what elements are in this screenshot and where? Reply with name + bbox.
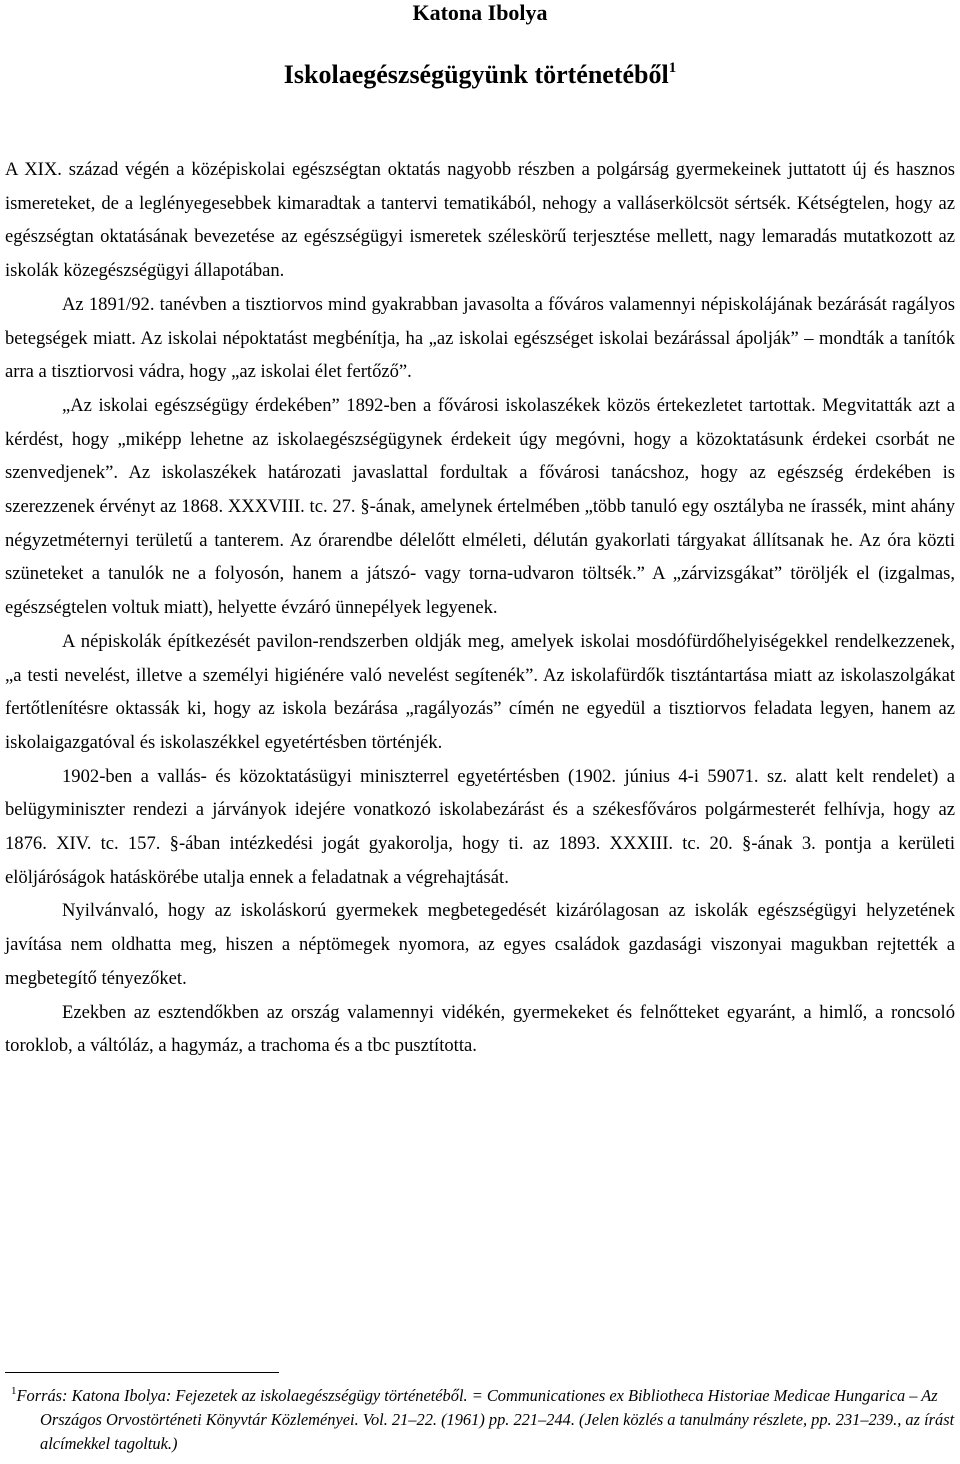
paragraph: Nyilvánvaló, hogy az iskoláskorú gyermekek megbetegedését kizárólagosan az iskolák egészségügyi helyzetének javítása nem oldhatta meg, hiszen a néptömegek nyomora, az egyes családok gazdasági viszonyai magukban rejtették a megbetegítő tényezőket.	[5, 900, 955, 989]
footnote	[5, 1384, 955, 1456]
paragraph: „Az iskolai egészségügy érdekében” 1892-ben a fővárosi iskolaszékek közös értekezletet tartottak. Megvitatták azt a kérdést, hogy „miképp lehetne az iskolaegészségügynek érdekeit úgy megóvni, hogy a közoktatásunk érdekei csorbát ne szenvedjenek”. Az iskolaszékek határozati javaslattal fordultak a fővárosi tanácshoz, hogy az egészség érdekében is szerezzenek érvényt az 1868. XXXVIII. tc. 27. §-ának, amelynek értelmében „több tanuló egy osztályba ne írassék, mint ahány négyzetméternyi területű a tanterem. Az órarendbe délelőtt elméleti, délután gyakorlati tárgyakat állítsanak he. Az óra közti szüneteket a tanulók ne a folyosón, hanem a játszó- vagy torna-udvaron töltsék.” A „zárvizsgákat” töröljék el (izgalmas, egészségtelen voltuk miatt), helyette évzáró ünnepélyek legyenek.	[5, 394, 955, 619]
footnote-number: 1	[11, 1385, 17, 1397]
paragraph: A XIX. század végén a középiskolai egészségtan oktatás nagyobb részben a polgárság gyermekeinek juttatott új és hasznos ismereteket, de a leglényegesebbek kimaradtak a tantervi tematikából, nehogy a valláserkölcsöt sértsék. Kétségtelen, hogy az egészségtan oktatásának bevezetése az egészségügyi ismeretek széleskörű terjesztése mellett, nagy lemaradás mutatkozott az iskolák közegészségügyi állapotában.	[5, 159, 955, 282]
author-name: Katona Ibolya	[412, 0, 548, 25]
paragraph: Ezekben az esztendőkben az ország valamennyi vidékén, gyermekeket és felnőtteket egyaránt, a himlő, a roncsoló toroklob, a váltóláz, a hagymáz, a trachoma és a tbc pusztította.	[5, 1001, 955, 1057]
paragraph: Az 1891/92. tanévben a tisztiorvos mind gyakrabban javasolta a főváros valamennyi népiskolájának bezárását ragályos betegségek miatt. Az iskolai népoktatást megbénítja, ha „az iskolai egészséget iskolai bezárással ápolják” – mondták a tanítók arra a tisztiorvosi vádra, hogy „az iskolai élet fertőző”.	[5, 293, 955, 383]
footnote-text: Forrás: Katona Ibolya: Fejezetek az iskolaegészségügy történetéből. = Communicationes ex Bibliotheca Historiae Medicae Hungarica – Az Országos Orvostörténeti Könyvtár Közleményei. Vol. 21–22. (1961) pp. 221–244. (Jelen közlés a tanulmány részlete, pp. 231–239., az írást alcímekkel tagoltuk.)	[16, 1386, 955, 1453]
title-text: Iskolaegészségügyünk történetéből	[283, 60, 669, 89]
document-title	[5, 59, 955, 91]
document-page	[5, 0, 955, 1063]
paragraph: 1902-ben a vallás- és közoktatásügyi miniszterrel egyetértésben (1902. június 4-i 59071. sz. alatt kelt rendelet) a belügyminiszter rendezi a járványok idejére vonatkozó iskolabezárást és a székesfőváros polgármesterét felhívja, hogy az 1876. XIV. tc. 157. §-ában intézkedési jogát gyakorolja, hogy ti. az 1893. XXXIII. tc. 20. §-ának 3. pontja a kerületi elöljáróságok hatáskörébe utalja ennek a feladatnak a végrehajtását.	[5, 765, 955, 888]
title-footnote-ref: 1	[668, 60, 677, 76]
article-body	[5, 153, 955, 1063]
paragraph: A népiskolák építkezését pavilon-rendszerben oldják meg, amelyek iskolai mosdófürdőhelyiségekkel rendelkezzenek, „a testi nevelést, illetve a személyi higiénére való nevelést segítenék”. Az iskolafürdők tisztántartása miatt az iskolaszolgákat fertőtlenítésre oktassák ki, hogy az iskola bezárása „ragályozás” címén ne egyedül a tisztiorvos feladata legyen, hanem az iskolaigazgatóval és iskolaszékkel egyetértésben történjék.	[5, 630, 955, 753]
footnote-divider	[5, 1372, 279, 1373]
footnote-body	[5, 1384, 955, 1456]
